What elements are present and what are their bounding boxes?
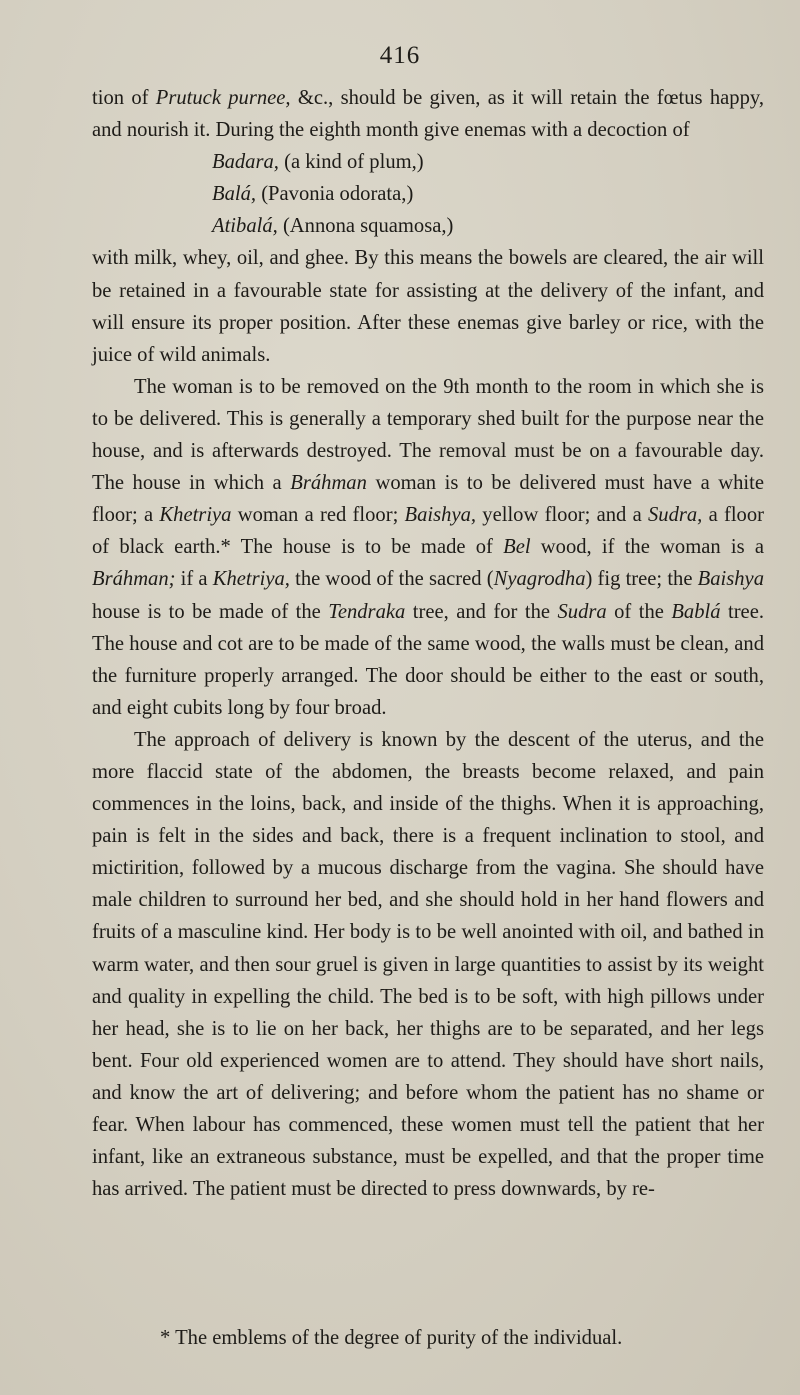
text-span: yellow floor; and a [476,504,648,527]
text-span: &c., should be given, as it will retain the fœtus happy, and nourish it. During the eighth month give enemas with a decoction of [92,87,764,142]
plant-item [92,210,764,242]
text-span: of the [606,600,672,623]
text-span: tree. The house and cot are to be made of the same wood, the walls must be clean, and the furniture properly arranged. The door should be either to the east or south, and eight cubits long by four broad. [92,600,764,719]
italic-term: Nyagrodha [493,568,586,591]
italic-term: Prutuck purnee, [155,87,291,109]
text-span: a floor of black earth.* The house is to be made of [92,504,764,559]
text-span: house is to be made of the [92,600,329,623]
plant-name: Badara, [212,151,279,174]
plant-description: (Pavonia odorata,) [256,183,414,206]
italic-term: Khetriya, [212,568,290,591]
italic-term: Baishya, [404,504,477,527]
italic-term: Bráhman [290,472,367,495]
body-text [92,82,764,1205]
italic-term: Sudra, [647,504,703,527]
plant-description: (a kind of plum,) [278,151,424,174]
plant-description: (Annona squamosa,) [277,215,454,238]
text-span: woman a red floor; [231,504,405,527]
italic-term: Bel [503,536,531,559]
text-span: woman is to be delivered must have a white floor; a [92,472,764,527]
italic-term: Baishya [697,568,764,591]
italic-term: Tendraka [328,600,406,623]
plant-item [92,178,764,210]
paragraph-4: The approach of delivery is known by the descent of the uterus, and the more flaccid state of the abdomen, the breasts become relaxed, and pain commences in the loins, back, and inside of the thighs. When it is approaching, pain is felt in the sides and back, there is a frequent inclination to stool, and mictirition, followed by a mucous discharge from the vagina. She should have male children to surround her bed, and she should hold in her hand flowers and fruits of a masculine kind. Her body is to be well anointed with oil, and bathed in warm water, and then sour gruel is given in large quantities to assist by its weight and quality in expelling the child. The bed is to be soft, with high pillows under her head, she is to lie on her back, her thighs are to be separated, and her legs bent. Four old experienced women are to attend. They should have short nails, and know the art of delivering; and before whom the patient has no shame or fear. When labour has commenced, these women must tell the patient that her infant, like an extraneous substance, must be expelled, and that the proper time has arrived. The patient must be directed to press downwards, by re- [92,728,764,1201]
text-span: wood, if the woman is a [530,536,764,559]
plant-item [92,146,764,178]
text-span: ) fig tree; the [585,568,698,591]
footnote: * The emblems of the degree of purity of the individual. [160,1327,623,1349]
italic-term: Bráhman; [92,568,176,591]
paragraph-1 [92,82,764,146]
italic-term: Khetriya [159,504,232,527]
page-number: 416 [379,42,421,69]
text-span: if a [175,568,213,591]
italic-term: Bablá [671,600,721,623]
text-span: the wood of the sacred ( [289,568,494,591]
text-span: tree, and for the [405,600,558,623]
plant-name: Atibalá, [212,215,278,238]
paragraph-2: with milk, whey, oil, and ghee. By this means the bowels are cleared, the air will be retained in a favourable state for assisting at the delivery of the infant, and will ensure its proper position. After these enemas give barley or rice, with the juice of wild animals. [92,247,764,366]
italic-term: Sudra [557,600,607,623]
plant-name: Balá, [212,183,257,206]
text-span: tion of [92,87,156,109]
text-span: The woman is to be removed on the 9th month to the room in which she is to be delivered. This is generally a temporary shed built for the purpose near the house, and is afterwards destroyed. The removal must be on a favourable day. The house in which a [92,375,764,495]
plant-list [92,146,764,242]
paragraph-3 [92,371,764,724]
